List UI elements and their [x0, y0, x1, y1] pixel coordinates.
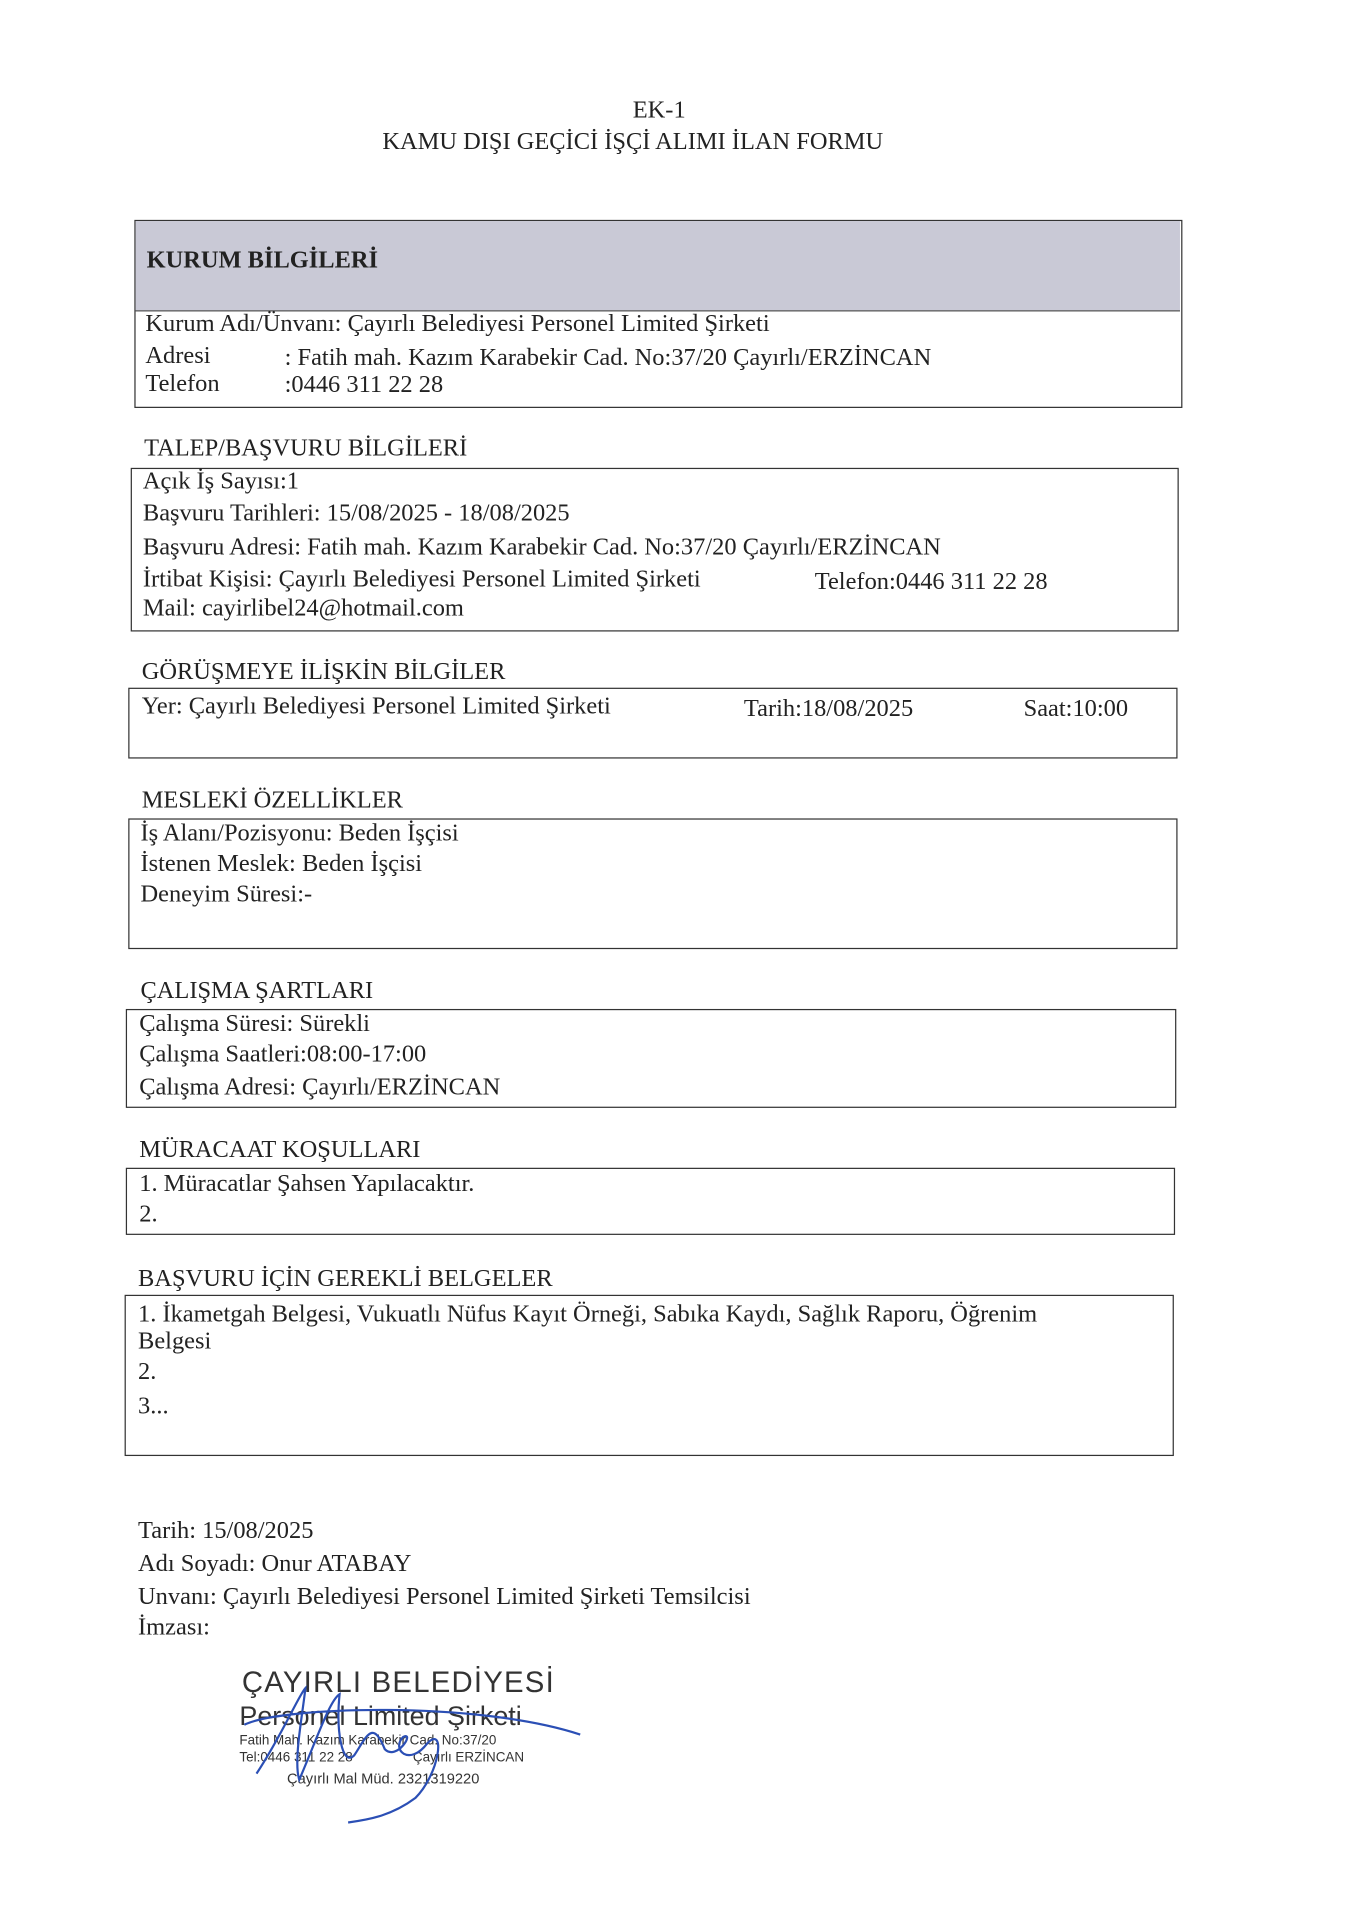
- belgeler-line: 3...: [138, 1392, 169, 1420]
- belgeler-line: 1. İkametgah Belgesi, Vukuatlı Nüfus Kayıt Örneği, Sabıka Kaydı, Sağlık Raporu, Öğrenim: [138, 1300, 1038, 1328]
- contact-phone: Telefon:0446 311 22 28: [814, 567, 1048, 595]
- annex-label: EK-1: [632, 96, 686, 124]
- signature-title: Unvanı: Çayırlı Belediyesi Personel Limited Şirketi Temsilcisi: [138, 1583, 751, 1610]
- stamp-line: Çayırlı Mal Müd. 2321319220: [287, 1769, 480, 1788]
- signature-date: Tarih: 15/08/2025: [138, 1517, 314, 1544]
- company-stamp: [232, 1664, 586, 1829]
- gorusme-time: Saat:10:00: [1023, 695, 1129, 722]
- calisma-heading: ÇALIŞMA ŞARTLARI: [140, 977, 374, 1005]
- form-title: KAMU DIŞI GEÇİCİ İŞÇİ ALIMI İLAN FORMU: [382, 128, 884, 156]
- address-label: Adresi: [145, 342, 211, 369]
- stamp-line: Tel:0446 311 22 28: [239, 1750, 353, 1766]
- signature-label: İmzası:: [138, 1613, 210, 1641]
- talep-mail: Mail: cayirlibel24@hotmail.com: [142, 594, 464, 622]
- calisma-line: Çalışma Süresi: Sürekli: [139, 1010, 370, 1038]
- mesleki-line: İş Alanı/Pozisyonu: Beden İşçisi: [140, 819, 459, 847]
- belgeler-line: Belgesi: [138, 1327, 212, 1355]
- calisma-line: Çalışma Saatleri:08:00-17:00: [139, 1040, 427, 1068]
- mesleki-heading: MESLEKİ ÖZELLİKLER: [141, 786, 403, 814]
- address-value: : Fatih mah. Kazım Karabekir Cad. No:37/20 Çayırlı/ERZİNCAN: [284, 344, 932, 372]
- belgeler-line: 2.: [138, 1358, 157, 1386]
- kurum-name: Kurum Adı/Ünvanı: Çayırlı Belediyesi Personel Limited Şirketi: [145, 310, 770, 338]
- phone-label: Telefon: [145, 370, 220, 397]
- gorusme-heading: GÖRÜŞMEYE İLİŞKİN BİLGİLER: [141, 658, 506, 686]
- stamp-line: Fatih Mah. Kazım Karabekir Cad. No:37/20: [239, 1733, 497, 1748]
- muracaat-heading: MÜRACAAT KOŞULLARI: [139, 1135, 421, 1163]
- signature-name: Adı Soyadı: Onur ATABAY: [138, 1550, 412, 1577]
- gorusme-place: Yer: Çayırlı Belediyesi Personel Limited Şirketi: [141, 692, 611, 720]
- calisma-line: Çalışma Adresi: Çayırlı/ERZİNCAN: [139, 1073, 501, 1101]
- handwritten-signature: [232, 1664, 586, 1829]
- belgeler-heading: BAŞVURU İÇİN GEREKLİ BELGELER: [138, 1265, 553, 1293]
- stamp-line: ÇAYIRLI BELEDİYESİ: [241, 1666, 555, 1700]
- talep-line: Açık İş Sayısı:1: [142, 467, 300, 495]
- stamp-line: Personel Limited Şirketi: [239, 1700, 522, 1731]
- talep-heading: TALEP/BAŞVURU BİLGİLERİ: [144, 434, 468, 462]
- mesleki-line: İstenen Meslek: Beden İşçisi: [140, 850, 423, 878]
- kurum-heading: KURUM BİLGİLERİ: [146, 246, 379, 274]
- talep-line: İrtibat Kişisi: Çayırlı Belediyesi Personel Limited Şirketi: [142, 565, 701, 593]
- gorusme-date: Tarih:18/08/2025: [743, 695, 914, 722]
- mesleki-line: Deneyim Süresi:-: [140, 880, 313, 908]
- muracaat-line: 2.: [139, 1200, 158, 1228]
- phone-value: :0446 311 22 28: [284, 371, 444, 399]
- muracaat-line: 1. Müracatlar Şahsen Yapılacaktır.: [139, 1170, 475, 1198]
- talep-line: Başvuru Tarihleri: 15/08/2025 - 18/08/2025: [142, 499, 570, 527]
- stamp-line: Çayırlı ERZİNCAN: [412, 1750, 525, 1766]
- talep-line: Başvuru Adresi: Fatih mah. Kazım Karabekir Cad. No:37/20 Çayırlı/ERZİNCAN: [142, 533, 941, 561]
